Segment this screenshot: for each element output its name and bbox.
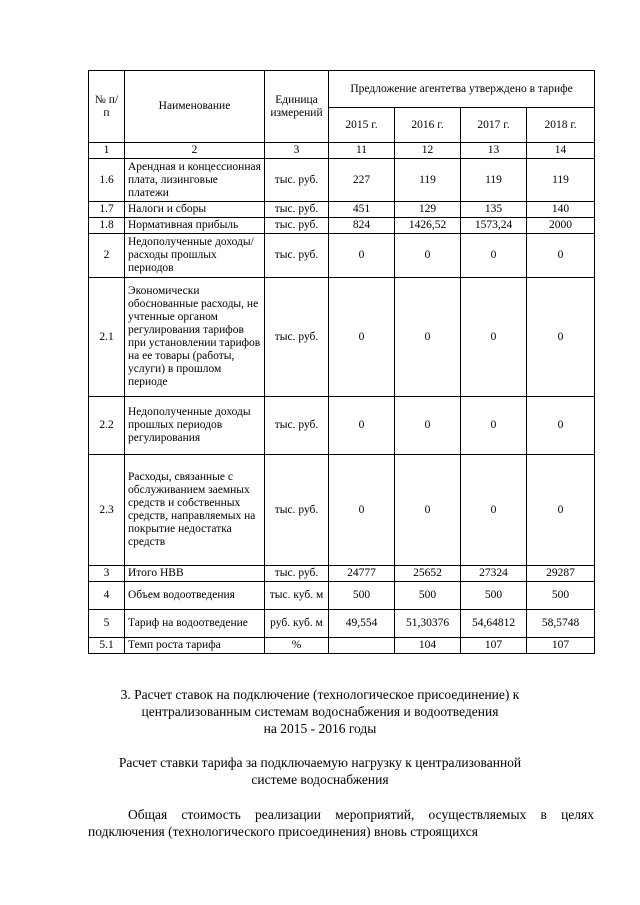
subsection-title xyxy=(40,754,600,788)
table-row xyxy=(89,610,595,638)
row-value xyxy=(329,638,395,654)
row-value: 25652 xyxy=(395,566,461,582)
row-num: 2.2 xyxy=(89,397,125,455)
row-value: 500 xyxy=(461,582,527,610)
row-unit: тыс. руб. xyxy=(265,234,329,278)
row-value: 2000 xyxy=(527,218,595,234)
row-name: Итого НВВ xyxy=(125,566,265,582)
row-value: 0 xyxy=(329,278,395,397)
row-value: 24777 xyxy=(329,566,395,582)
row-value: 119 xyxy=(527,159,595,202)
subsection-title-line: системе водоснабжения xyxy=(251,772,389,787)
row-name: Недополученные доходы прошлых периодов регулирования xyxy=(125,397,265,455)
row-value: 0 xyxy=(395,397,461,455)
row-value: 500 xyxy=(329,582,395,610)
row-unit: тыс. руб. xyxy=(265,159,329,202)
row-name: Недополученные доходы/расходы прошлых периодов xyxy=(125,234,265,278)
row-num: 1.6 xyxy=(89,159,125,202)
index-cell: 11 xyxy=(329,143,395,159)
table-row xyxy=(89,397,595,455)
row-name: Экономически обоснованные расходы, не учтенные органом регулирования тарифов при установлении тарифов на ее товары (работы, услуги) в прошлом периоде xyxy=(125,278,265,397)
row-num: 1.7 xyxy=(89,202,125,218)
table-row xyxy=(89,566,595,582)
row-value: 119 xyxy=(461,159,527,202)
row-value: 500 xyxy=(527,582,595,610)
table-row xyxy=(89,234,595,278)
header-row xyxy=(89,71,595,108)
row-value: 824 xyxy=(329,218,395,234)
index-cell: 14 xyxy=(527,143,595,159)
col-header-unit: Единица измерений xyxy=(265,71,329,143)
row-value: 500 xyxy=(395,582,461,610)
table-row xyxy=(89,638,595,654)
tariff-table xyxy=(88,70,595,654)
row-value: 135 xyxy=(461,202,527,218)
row-unit: тыс. руб. xyxy=(265,455,329,566)
section-3-title xyxy=(40,686,600,737)
col-header-year: 2018 г. xyxy=(527,108,595,143)
row-value: 107 xyxy=(461,638,527,654)
row-unit: тыс. руб. xyxy=(265,218,329,234)
row-num: 5 xyxy=(89,610,125,638)
row-unit: тыс. руб. xyxy=(265,397,329,455)
row-value: 27324 xyxy=(461,566,527,582)
body-paragraph xyxy=(88,806,594,840)
col-header-num: № п/п xyxy=(89,71,125,143)
row-name: Нормативная прибыль xyxy=(125,218,265,234)
table-row xyxy=(89,455,595,566)
row-value: 58,5748 xyxy=(527,610,595,638)
row-value: 1426,52 xyxy=(395,218,461,234)
row-value: 140 xyxy=(527,202,595,218)
col-header-year: 2015 г. xyxy=(329,108,395,143)
col-header-year: 2017 г. xyxy=(461,108,527,143)
row-value: 0 xyxy=(329,455,395,566)
section-3-title-line: централизованным системам водоснабжения и водоотведения xyxy=(141,704,499,719)
row-unit: тыс. руб. xyxy=(265,278,329,397)
row-value: 119 xyxy=(395,159,461,202)
row-num: 2.1 xyxy=(89,278,125,397)
row-value: 0 xyxy=(395,278,461,397)
row-num: 5.1 xyxy=(89,638,125,654)
row-value: 107 xyxy=(527,638,595,654)
row-value: 29287 xyxy=(527,566,595,582)
index-cell: 2 xyxy=(125,143,265,159)
index-row xyxy=(89,143,595,159)
col-header-group: Предложение агентетва утверждено в тарифе xyxy=(329,71,595,108)
table-row xyxy=(89,159,595,202)
row-value: 0 xyxy=(527,397,595,455)
row-value: 1573,24 xyxy=(461,218,527,234)
row-value: 227 xyxy=(329,159,395,202)
row-value: 451 xyxy=(329,202,395,218)
row-value: 0 xyxy=(527,278,595,397)
table-row xyxy=(89,582,595,610)
col-header-name: Наименование xyxy=(125,71,265,143)
row-value: 129 xyxy=(395,202,461,218)
row-value: 0 xyxy=(395,234,461,278)
row-name: Расходы, связанные с обслуживанием заемных средств и собственных средств, направляемых на покрытие недостатка средств xyxy=(125,455,265,566)
section-3-title-line: 3. Расчет ставок на подключение (технологическое присоединение) к xyxy=(120,687,520,702)
row-name: Арендная и концессионная плата, лизинговые платежи xyxy=(125,159,265,202)
row-num: 2.3 xyxy=(89,455,125,566)
row-value: 54,64812 xyxy=(461,610,527,638)
row-unit: руб. куб. м xyxy=(265,610,329,638)
row-value: 0 xyxy=(329,234,395,278)
row-num: 1.8 xyxy=(89,218,125,234)
index-cell: 3 xyxy=(265,143,329,159)
row-unit: тыс. руб. xyxy=(265,566,329,582)
paragraph-text: Общая стоимость реализации мероприятий, осуществляемых в целях подключения (технологического присоединения) вновь строящихся xyxy=(88,807,594,839)
row-num: 4 xyxy=(89,582,125,610)
row-value: 0 xyxy=(527,234,595,278)
col-header-year: 2016 г. xyxy=(395,108,461,143)
row-value: 0 xyxy=(461,455,527,566)
table-row xyxy=(89,218,595,234)
row-name: Темп роста тарифа xyxy=(125,638,265,654)
row-unit: тыс. руб. xyxy=(265,202,329,218)
index-cell: 13 xyxy=(461,143,527,159)
row-value: 0 xyxy=(329,397,395,455)
row-value: 0 xyxy=(461,397,527,455)
table-row xyxy=(89,202,595,218)
row-unit: % xyxy=(265,638,329,654)
row-value: 0 xyxy=(461,234,527,278)
index-cell: 1 xyxy=(89,143,125,159)
row-value: 49,554 xyxy=(329,610,395,638)
subsection-title-line: Расчет ставки тарифа за подключаемую нагрузку к централизованной xyxy=(118,755,522,770)
index-cell: 12 xyxy=(395,143,461,159)
row-value: 0 xyxy=(527,455,595,566)
row-value: 104 xyxy=(395,638,461,654)
section-3-title-line: на 2015 - 2016 годы xyxy=(263,721,377,736)
row-num: 2 xyxy=(89,234,125,278)
row-name: Налоги и сборы xyxy=(125,202,265,218)
row-value: 0 xyxy=(461,278,527,397)
row-value: 51,30376 xyxy=(395,610,461,638)
row-num: 3 xyxy=(89,566,125,582)
row-value: 0 xyxy=(395,455,461,566)
row-name: Тариф на водоотведение xyxy=(125,610,265,638)
table-row xyxy=(89,278,595,397)
row-name: Объем водоотведения xyxy=(125,582,265,610)
row-unit: тыс. куб. м xyxy=(265,582,329,610)
